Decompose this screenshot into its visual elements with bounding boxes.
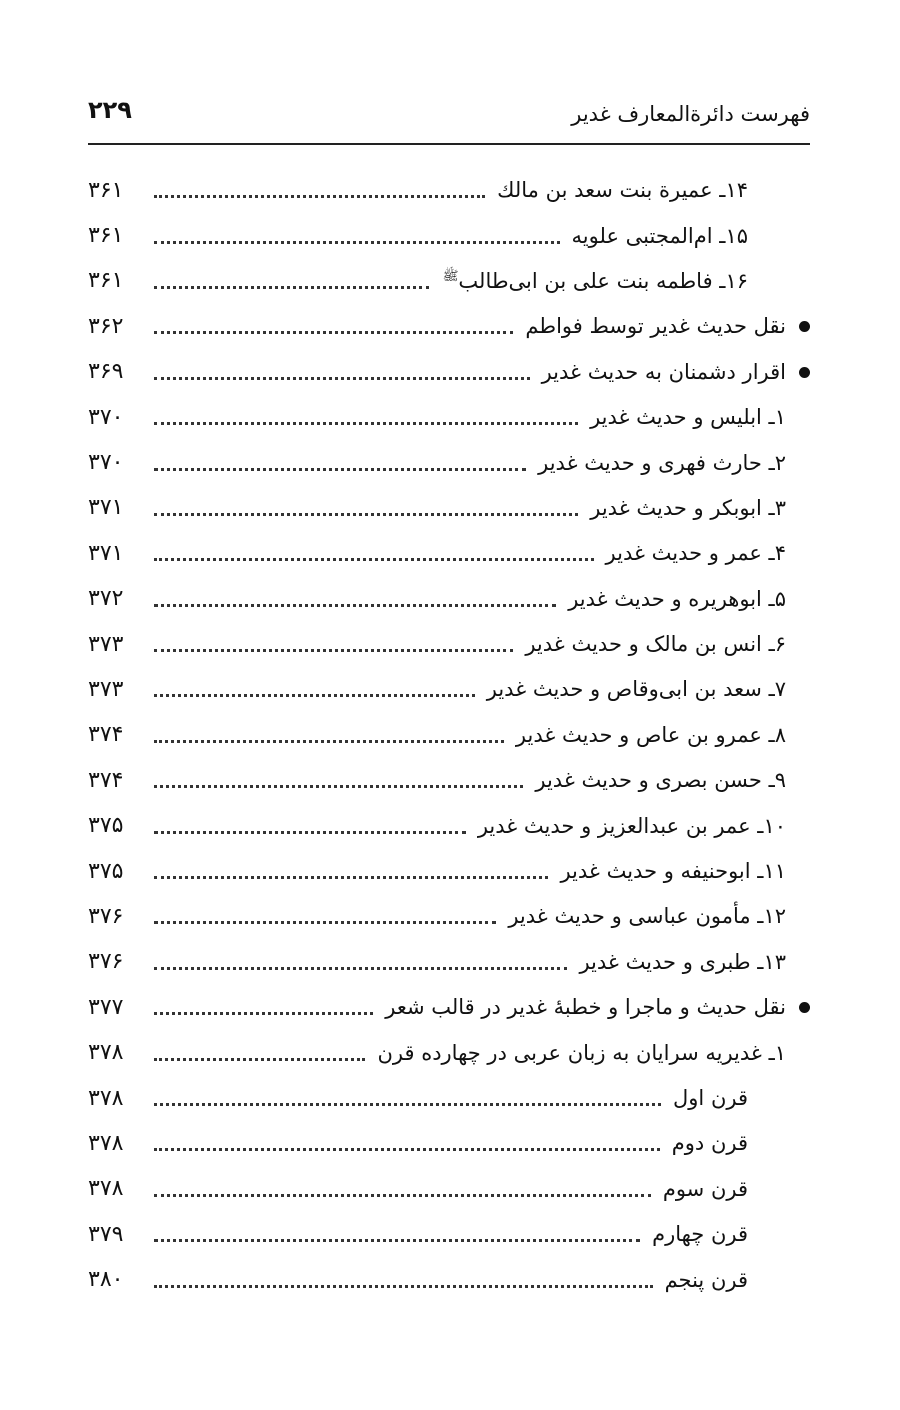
- toc-entry-page: ۳۷۰: [88, 404, 124, 430]
- dot-leader: [154, 694, 475, 697]
- dot-leader: [154, 422, 578, 425]
- toc-entry-title: اقرار دشمنان به حديث غدير: [541, 359, 786, 384]
- toc-entry: [88, 667, 810, 712]
- bullet: [786, 321, 810, 332]
- toc-entry: [88, 486, 810, 531]
- dot-leader: [154, 468, 526, 471]
- dot-leader: [154, 331, 513, 334]
- toc-entry-title: ۹ـ حسن بصری و حديث غدير: [535, 768, 786, 793]
- dot-leader: [154, 831, 466, 834]
- toc-entry: [88, 894, 810, 939]
- toc-entry-title: ۸ـ عمرو بن عاص و حديث غدير: [515, 722, 786, 747]
- dot-leader: [154, 604, 556, 607]
- dot-leader: [154, 649, 513, 652]
- toc-entry-title: ۱۶ـ فاطمه بنت علی بن ابی‌طالب: [458, 269, 748, 294]
- toc-entry-page: ۳۷۸: [88, 1176, 124, 1202]
- toc-entry-page: ۳۷۶: [88, 949, 124, 975]
- dot-leader: [154, 1285, 653, 1288]
- toc-entry-page: ۳۶۱: [88, 177, 124, 203]
- page-number: ۲۲۹: [88, 96, 132, 124]
- toc-entry-page: ۳۷۳: [88, 631, 124, 657]
- toc-entry-page: ۳۷۸: [88, 1040, 124, 1066]
- toc-entry: [88, 713, 810, 758]
- toc-entry-page: ۳۷۲: [88, 586, 124, 612]
- toc-entry: [88, 849, 810, 894]
- toc-entry: [88, 395, 810, 440]
- toc-entry-title: ۱ـ ابليس و حديث غدير: [590, 405, 786, 430]
- toc-section-entry: [88, 304, 810, 349]
- dot-leader: [154, 1239, 640, 1242]
- toc-entry-title: ۴ـ عمر و حديث غدير: [605, 541, 786, 566]
- dot-leader: [154, 876, 548, 879]
- toc-entry: [88, 213, 810, 258]
- toc-entry-page: ۳۸۰: [88, 1267, 124, 1293]
- toc-entry: [88, 803, 810, 848]
- toc-entry: [88, 259, 810, 304]
- toc-entry-title: ۲ـ حارث فهری و حديث غدير: [538, 450, 786, 475]
- toc-entry-title: قرن چهارم: [652, 1222, 748, 1247]
- toc-entry-page: ۳۷۵: [88, 858, 124, 884]
- toc-entry-page: ۳۷۴: [88, 767, 124, 793]
- toc-entry-title: نقل حديث و ماجرا و خطبهٔ غدير در قالب شعر: [385, 995, 786, 1020]
- toc-entry-page: ۳۷۰: [88, 450, 124, 476]
- toc-entry-title: قرن پنجم: [664, 1267, 748, 1292]
- toc-entry-page: ۳۷۱: [88, 495, 124, 521]
- toc-entry: [88, 1076, 810, 1121]
- toc-entry-title: ۳ـ ابوبكر و حديث غدير: [590, 495, 786, 520]
- bullet-dot-icon: [799, 367, 810, 378]
- toc-entry: [88, 1257, 810, 1302]
- dot-leader: [154, 195, 485, 198]
- bullet-dot-icon: [799, 321, 810, 332]
- toc-entry-title: ۱۲ـ مأمون عباسی و حديث غدير: [508, 904, 786, 929]
- toc-entry: [88, 1167, 810, 1212]
- toc-entry-page: ۳۷۳: [88, 676, 124, 702]
- toc-entry-page: ۳۶۱: [88, 223, 124, 249]
- dot-leader: [154, 513, 578, 516]
- toc-entry-page: ۳۷۱: [88, 540, 124, 566]
- toc-entry-title: قرن سوم: [662, 1176, 748, 1201]
- table-of-contents: [88, 168, 810, 1303]
- toc-entry-title: ۱۳ـ طبری و حديث غدير: [579, 949, 786, 974]
- dot-leader: [154, 286, 429, 289]
- toc-entry-title: ۱۵ـ ام‌المجتبی علويه: [571, 223, 748, 248]
- toc-entry-title: ۱۰ـ عمر بن عبدالعزيز و حديث غدير: [477, 813, 786, 838]
- toc-entry-title: ۱۱ـ ابوحنيفه و حديث غدير: [560, 859, 786, 884]
- toc-entry-page: ۳۷۸: [88, 1085, 124, 1111]
- dot-leader: [154, 558, 594, 561]
- toc-entry-page: ۳۶۱: [88, 268, 124, 294]
- toc-entry: [88, 440, 810, 485]
- bullet: [786, 367, 810, 378]
- dot-leader: [154, 1148, 660, 1151]
- toc-entry: [88, 622, 810, 667]
- running-title: فهرست دائرةالمعارف غدير: [571, 102, 810, 126]
- dot-leader: [154, 967, 567, 970]
- toc-entry-page: ۳۷۹: [88, 1221, 124, 1247]
- dot-leader: [154, 241, 560, 244]
- toc-entry: [88, 1121, 810, 1166]
- toc-entry-page: ۳۷۷: [88, 994, 124, 1020]
- toc-entry-page: ۳۷۴: [88, 722, 124, 748]
- toc-entry-title: نقل حديث غدير توسط فواطم: [525, 314, 786, 339]
- dot-leader: [154, 740, 504, 743]
- toc-entry: [88, 531, 810, 576]
- toc-entry: [88, 168, 810, 213]
- bullet: [786, 1002, 810, 1013]
- honorific-symbol: ﷺ: [442, 269, 459, 285]
- page-header: [88, 96, 810, 136]
- toc-entry-title: ۶ـ انس بن مالک و حديث غدير: [525, 632, 786, 657]
- toc-entry-title: قرن دوم: [671, 1131, 748, 1156]
- dot-leader: [154, 1194, 651, 1197]
- toc-entry-page: ۳۷۸: [88, 1130, 124, 1156]
- toc-entry: [88, 1212, 810, 1257]
- toc-entry: [88, 1030, 810, 1075]
- toc-entry-title-wrap: [435, 270, 748, 292]
- toc-entry: [88, 940, 810, 985]
- toc-entry: [88, 577, 810, 622]
- toc-entry-page: ۳۷۵: [88, 813, 124, 839]
- dot-leader: [154, 785, 523, 788]
- toc-section-entry: [88, 350, 810, 395]
- toc-entry-title: ۷ـ سعد بن ابی‌وقاص و حديث غدير: [486, 677, 786, 702]
- dot-leader: [154, 1058, 365, 1061]
- header-rule: [88, 143, 810, 145]
- toc-entry-title: ۵ـ ابوهريره و حديث غدير: [568, 586, 786, 611]
- toc-entry-page: ۳۶۲: [88, 313, 124, 339]
- toc-entry: [88, 758, 810, 803]
- dot-leader: [154, 1103, 661, 1106]
- toc-section-entry: [88, 985, 810, 1030]
- bullet-dot-icon: [799, 1002, 810, 1013]
- toc-entry-page: ۳۷۶: [88, 903, 124, 929]
- dot-leader: [154, 921, 496, 924]
- toc-entry-page: ۳۶۹: [88, 359, 124, 385]
- toc-entry-title: ۱۴ـ عميرة بنت سعد بن مالك: [497, 178, 748, 203]
- toc-entry-title: ۱ـ غديريه سرايان به زبان عربی در چهارده قرن: [377, 1040, 786, 1065]
- dot-leader: [154, 377, 530, 380]
- toc-entry-title: قرن اول: [673, 1086, 748, 1110]
- dot-leader: [154, 1012, 373, 1015]
